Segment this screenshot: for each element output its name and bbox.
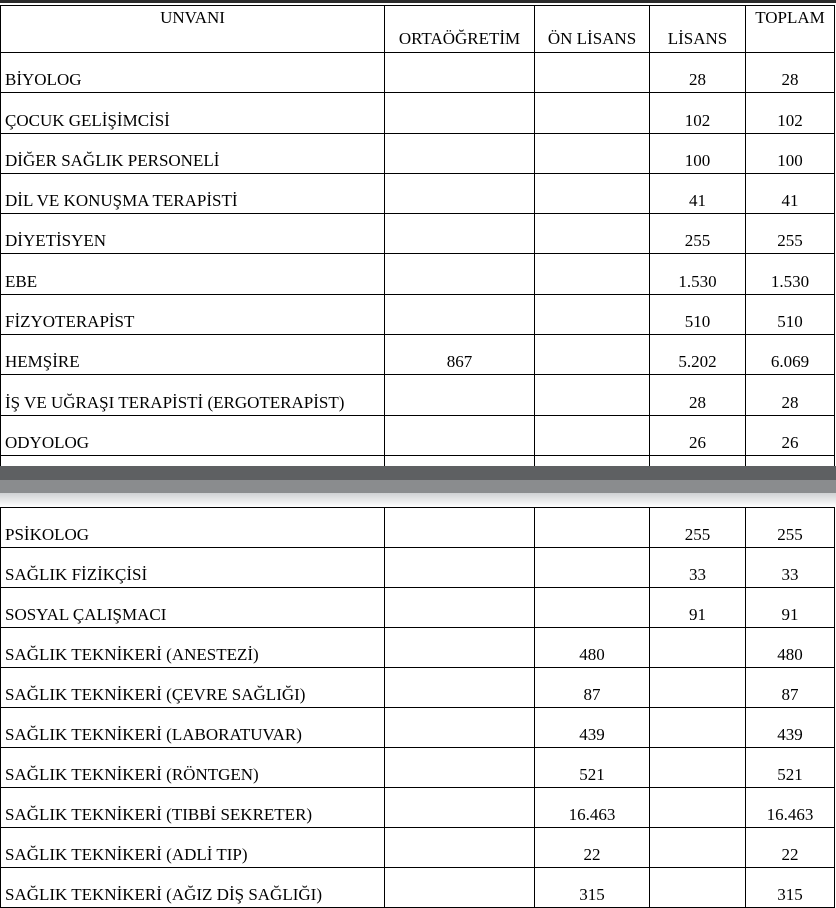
cell-ortaogretim — [385, 708, 535, 748]
cell-on-lisans: 16.463 — [535, 788, 650, 828]
table-row — [1, 868, 835, 908]
cell-ortaogretim — [385, 508, 535, 548]
table-row — [1, 748, 835, 788]
cell-lisans: 91 — [650, 588, 746, 628]
cell-toplam: 26 — [746, 415, 835, 455]
cell-unvani: SAĞLIK TEKNİKERİ (TIBBİ SEKRETER) — [1, 788, 385, 828]
cell-on-lisans — [535, 214, 650, 254]
cell-lisans: 5.202 — [650, 335, 746, 375]
table-row — [1, 335, 835, 375]
cell-toplam: 16.463 — [746, 788, 835, 828]
cell-unvani: EBE — [1, 254, 385, 294]
cell-lisans — [650, 868, 746, 908]
cell-on-lisans: 521 — [535, 748, 650, 788]
cell-toplam: 510 — [746, 294, 835, 334]
cell-lisans: 255 — [650, 508, 746, 548]
cell-unvani: ÇOCUK GELİŞİMCİSİ — [1, 93, 385, 133]
cell-lisans — [650, 668, 746, 708]
cell-toplam: 315 — [746, 868, 835, 908]
cell-on-lisans: 22 — [535, 828, 650, 868]
col-header-on-lisans: ÖN LİSANS — [535, 6, 650, 53]
table-row — [1, 588, 835, 628]
cell-lisans: 102 — [650, 93, 746, 133]
cell-on-lisans — [535, 508, 650, 548]
staff-table-part-1 — [0, 5, 835, 496]
page-break-separator — [0, 466, 836, 507]
cell-unvani: BİYOLOG — [1, 53, 385, 93]
table-row — [1, 173, 835, 213]
cell-on-lisans: 87 — [535, 668, 650, 708]
cell-lisans: 100 — [650, 133, 746, 173]
table-row — [1, 254, 835, 294]
cell-unvani: HEMŞİRE — [1, 335, 385, 375]
cell-unvani: SOSYAL ÇALIŞMACI — [1, 588, 385, 628]
cell-lisans — [650, 628, 746, 668]
cell-on-lisans — [535, 335, 650, 375]
cell-ortaogretim — [385, 294, 535, 334]
cell-on-lisans — [535, 415, 650, 455]
table-row — [1, 294, 835, 334]
cell-ortaogretim — [385, 93, 535, 133]
cell-toplam: 6.069 — [746, 335, 835, 375]
cell-unvani: İŞ VE UĞRAŞI TERAPİSTİ (ERGOTERAPİST) — [1, 375, 385, 415]
cell-toplam: 33 — [746, 548, 835, 588]
cell-toplam: 41 — [746, 173, 835, 213]
table-row — [1, 133, 835, 173]
cell-ortaogretim: 867 — [385, 335, 535, 375]
cell-toplam: 255 — [746, 214, 835, 254]
cell-unvani: DİĞER SAĞLIK PERSONELİ — [1, 133, 385, 173]
table-row — [1, 53, 835, 93]
cell-ortaogretim — [385, 214, 535, 254]
table-row — [1, 708, 835, 748]
cell-ortaogretim — [385, 133, 535, 173]
cell-on-lisans: 480 — [535, 628, 650, 668]
cell-on-lisans — [535, 133, 650, 173]
cell-lisans: 28 — [650, 53, 746, 93]
cell-on-lisans — [535, 375, 650, 415]
cell-ortaogretim — [385, 628, 535, 668]
cell-lisans — [650, 708, 746, 748]
cell-toplam: 28 — [746, 375, 835, 415]
cell-ortaogretim — [385, 868, 535, 908]
cell-toplam: 87 — [746, 668, 835, 708]
col-header-lisans: LİSANS — [650, 6, 746, 53]
header-row — [1, 6, 835, 53]
top-border — [0, 0, 836, 3]
cell-ortaogretim — [385, 828, 535, 868]
cell-unvani: DİYETİSYEN — [1, 214, 385, 254]
cell-unvani: PSİKOLOG — [1, 508, 385, 548]
col-header-unvani: UNVANI — [1, 6, 385, 53]
table-row — [1, 628, 835, 668]
cell-on-lisans — [535, 173, 650, 213]
cell-unvani: SAĞLIK TEKNİKERİ (LABORATUVAR) — [1, 708, 385, 748]
cell-toplam: 100 — [746, 133, 835, 173]
cell-ortaogretim — [385, 588, 535, 628]
cell-lisans: 26 — [650, 415, 746, 455]
cell-toplam: 1.530 — [746, 254, 835, 294]
cell-unvani: ODYOLOG — [1, 415, 385, 455]
cell-ortaogretim — [385, 254, 535, 294]
cell-lisans: 41 — [650, 173, 746, 213]
cell-on-lisans — [535, 93, 650, 133]
cell-lisans — [650, 828, 746, 868]
cell-ortaogretim — [385, 748, 535, 788]
cell-toplam: 102 — [746, 93, 835, 133]
cell-toplam: 521 — [746, 748, 835, 788]
table-row — [1, 548, 835, 588]
cell-on-lisans — [535, 254, 650, 294]
cell-on-lisans — [535, 588, 650, 628]
cell-unvani: SAĞLIK TEKNİKERİ (ADLİ TIP) — [1, 828, 385, 868]
cell-toplam: 480 — [746, 628, 835, 668]
cell-on-lisans — [535, 548, 650, 588]
cell-ortaogretim — [385, 788, 535, 828]
col-header-ortaogretim: ORTAÖĞRETİM — [385, 6, 535, 53]
col-header-toplam: TOPLAM — [746, 6, 835, 53]
table-row — [1, 375, 835, 415]
table-row — [1, 788, 835, 828]
cell-toplam: 91 — [746, 588, 835, 628]
cell-ortaogretim — [385, 548, 535, 588]
cell-lisans — [650, 748, 746, 788]
cell-ortaogretim — [385, 53, 535, 93]
cell-ortaogretim — [385, 173, 535, 213]
staff-table-part-2 — [0, 507, 835, 908]
table-row — [1, 214, 835, 254]
cell-unvani: DİL VE KONUŞMA TERAPİSTİ — [1, 173, 385, 213]
cell-unvani: SAĞLIK TEKNİKERİ (ÇEVRE SAĞLIĞI) — [1, 668, 385, 708]
cell-on-lisans — [535, 53, 650, 93]
cell-unvani: SAĞLIK TEKNİKERİ (ANESTEZİ) — [1, 628, 385, 668]
cell-ortaogretim — [385, 668, 535, 708]
cell-toplam: 28 — [746, 53, 835, 93]
table-row — [1, 508, 835, 548]
cell-lisans: 510 — [650, 294, 746, 334]
cell-ortaogretim — [385, 375, 535, 415]
table-row — [1, 93, 835, 133]
cell-ortaogretim — [385, 415, 535, 455]
table-row — [1, 668, 835, 708]
cell-lisans: 255 — [650, 214, 746, 254]
cell-on-lisans — [535, 294, 650, 334]
cell-on-lisans: 315 — [535, 868, 650, 908]
cell-toplam: 255 — [746, 508, 835, 548]
cell-lisans: 28 — [650, 375, 746, 415]
cell-lisans: 1.530 — [650, 254, 746, 294]
cell-on-lisans: 439 — [535, 708, 650, 748]
table-row — [1, 828, 835, 868]
cell-unvani: SAĞLIK TEKNİKERİ (RÖNTGEN) — [1, 748, 385, 788]
cell-lisans — [650, 788, 746, 828]
cell-toplam: 22 — [746, 828, 835, 868]
cell-toplam: 439 — [746, 708, 835, 748]
cell-unvani: FİZYOTERAPİST — [1, 294, 385, 334]
table-row — [1, 415, 835, 455]
cell-unvani: SAĞLIK FİZİKÇİSİ — [1, 548, 385, 588]
cell-unvani: SAĞLIK TEKNİKERİ (AĞIZ DİŞ SAĞLIĞI) — [1, 868, 385, 908]
cell-lisans: 33 — [650, 548, 746, 588]
